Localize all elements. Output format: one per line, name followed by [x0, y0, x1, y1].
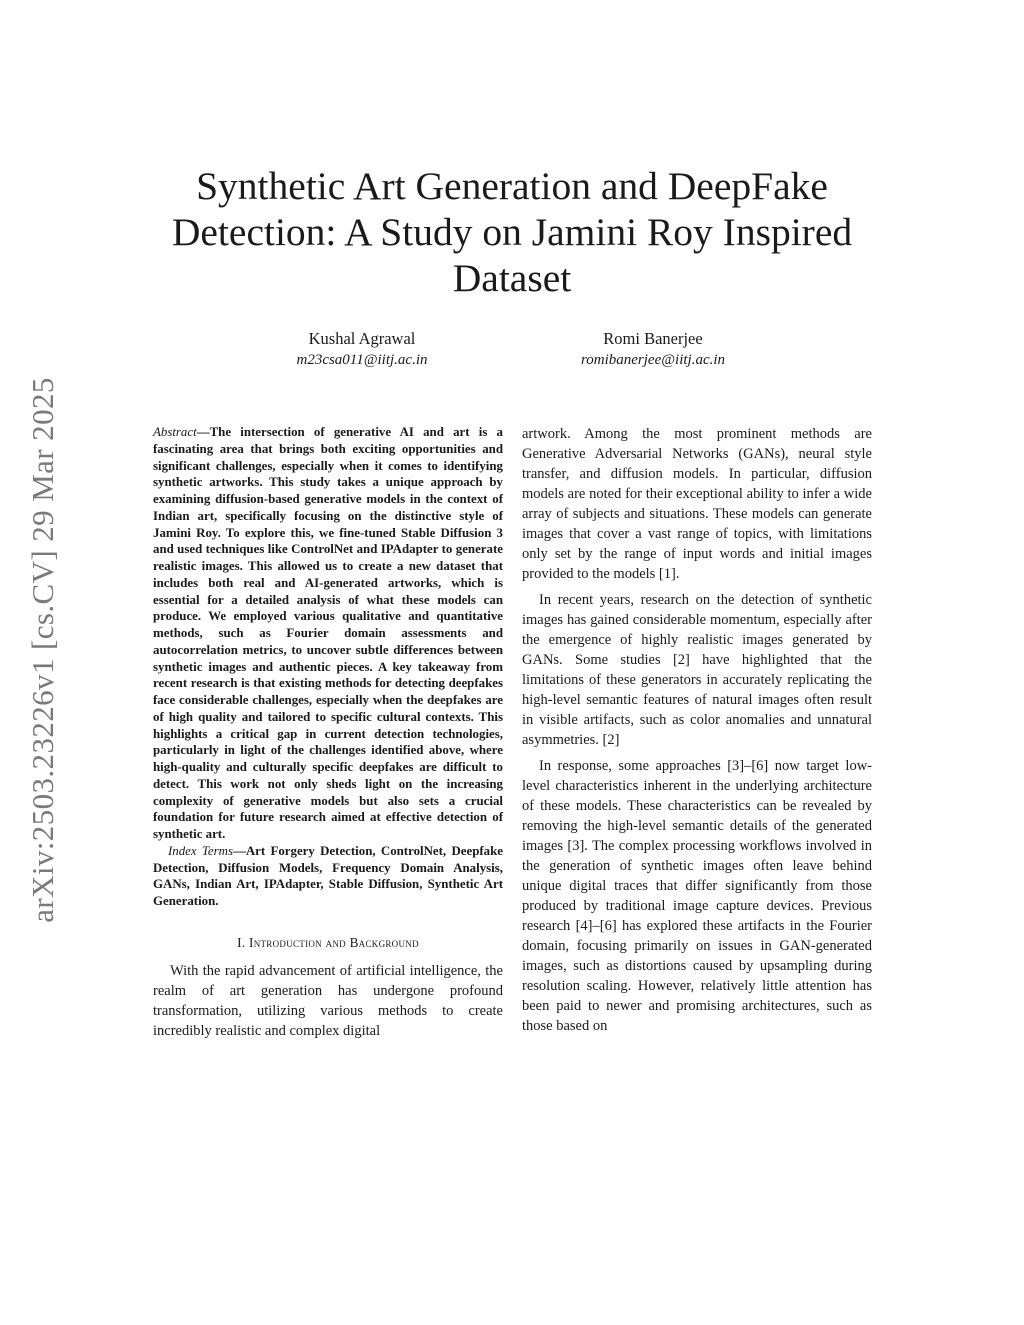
author-email: m23csa011@iitj.ac.in	[296, 352, 428, 368]
body-paragraph: In recent years, research on the detection of synthetic images has gained considerable momentum, especially after the emergence of highly realistic images generated by GANs. Some studies [2] have highlighted that the limitations of these generators in accurately replicating the high-level semantic features of natural images often result in visible artifacts, such as color anomalies and unnatural asymmetries. [2]	[522, 592, 872, 748]
abstract-text: The intersection of generative AI and art is a fascinating area that brings both exciting opportunities and significant challenges, especially when it comes to identifying synthetic artworks. This study takes a unique approach by examining diffusion-based generative models in the context of Indian art, specifically focusing on the distinctive style of Jamini Roy. To explore this, we fine-tuned Stable Diffusion 3 and used techniques like ControlNet and IPAdapter to generate realistic images. This allowed us to create a new dataset that includes both real and AI-generated artworks, which is essential for a detailed analysis of what these models can produce. We employed various qualitative and quantitative methods, such as Fourier domain assessments and autocorrelation metrics, to uncover subtle differences between synthetic images and authentic pieces. A key takeaway from recent research is that existing methods for detecting deepfakes face considerable challenges, especially when the deepfakes are of high quality and tailored to specific cultural contexts. This highlights a critical gap in current detection technologies, particularly in light of the challenges identified above, where high-quality and culturally specific deepfakes are difficult to detect. This work not only sheds light on the increasing complexity of generative models but also sets a crucial foundation for future research aimed at effective detection of synthetic art.	[153, 425, 503, 841]
index-terms-text: Art Forgery Detection, ControlNet, Deepfake Detection, Diffusion Models, Frequency Domain Analysis, GANs, Indian Art, IPAdapter, Stable Diffusion, Synthetic Art Generation.	[153, 843, 503, 908]
author-name: Romi Banerjee	[603, 329, 703, 348]
section-title: Introduction and Background	[249, 934, 419, 950]
paper-title: Synthetic Art Generation and DeepFake Detection: A Study on Jamini Roy Inspired Dataset	[171, 164, 853, 300]
section-heading	[153, 934, 503, 952]
body-paragraph: In response, some approaches [3]–[6] now target low-level characteristics inherent in the underlying architecture of these models. These characteristics can be revealed by removing the high-level semantic details of the generated images [3]. The complex processing workflows involved in the generation of synthetic images often leave behind unique digital traces that differ significantly from those produced by traditional image capture devices. Previous research [4]–[6] has explored these artifacts in the Fourier domain, focusing primarily on issues in GAN-generated images, such as distortions caused by upsampling during resolution scaling. However, relatively little attention has been paid to newer and promising architectures, such as those based on	[522, 758, 872, 1034]
abstract-label: Abstract	[153, 425, 197, 439]
body-paragraph: With the rapid advancement of artificial intelligence, the realm of art generation has undergone profound transformation, utilizing various methods to create incredibly realistic and complex digital	[153, 962, 503, 1039]
section-numeral: I.	[237, 934, 246, 950]
author-name: Kushal Agrawal	[308, 329, 416, 348]
right-column	[522, 424, 872, 1036]
body-paragraph: artwork. Among the most prominent methods are Generative Adversarial Networks (GANs), neural style transfer, and diffusion models. In particular, diffusion models are noted for their exceptional ability to infer a wide array of subjects and situations. These models can generate images that cover a vast range of topics, with limitations only set by the range of input words and initial images provided to the models [1].	[522, 426, 872, 582]
abstract: Abstract—The intersection of generative AI and art is a fascinating area that brings both exciting opportunities and significant challenges, especially when it comes to identifying synthetic artworks. This study takes a unique approach by examining diffusion-based generative models in the context of Indian art, specifically focusing on the distinctive style of Jamini Roy. To explore this, we fine-tuned Stable Diffusion 3 and used techniques like ControlNet and IPAdapter to generate realistic images. This allowed us to create a new dataset that includes both real and AI-generated artworks, which is essential for a detailed analysis of what these models can produce. We employed various qualitative and quantitative methods, such as Fourier domain assessments and autocorrelation metrics, to uncover subtle differences between synthetic images and authentic pieces. A key takeaway from recent research is that existing methods for detecting deepfakes face considerable challenges, especially when the deepfakes are of high quality and tailored to specific cultural contexts. This highlights a critical gap in current detection technologies, particularly in light of the challenges identified above, where high-quality and culturally specific deepfakes are difficult to detect. This work not only sheds light on the increasing complexity of generative models but also sets a crucial foundation for future research aimed at effective detection of synthetic art.	[153, 425, 503, 841]
arxiv-identifier-stamp: arXiv:2503.23226v1 [cs.CV] 29 Mar 2025	[25, 377, 60, 923]
author-email: romibanerjee@iitj.ac.in	[580, 352, 726, 368]
left-column	[153, 424, 503, 1041]
index-terms: Index Terms—Art Forgery Detection, ControlNet, Deepfake Detection, Diffusion Models, Frequency Domain Analysis, GANs, Indian Art, IPAdapter, Stable Diffusion, Synthetic Art Generation.	[153, 843, 503, 908]
index-terms-label: Index Terms	[168, 843, 233, 858]
author-block-1	[212, 328, 512, 371]
author-block-2	[503, 328, 803, 371]
